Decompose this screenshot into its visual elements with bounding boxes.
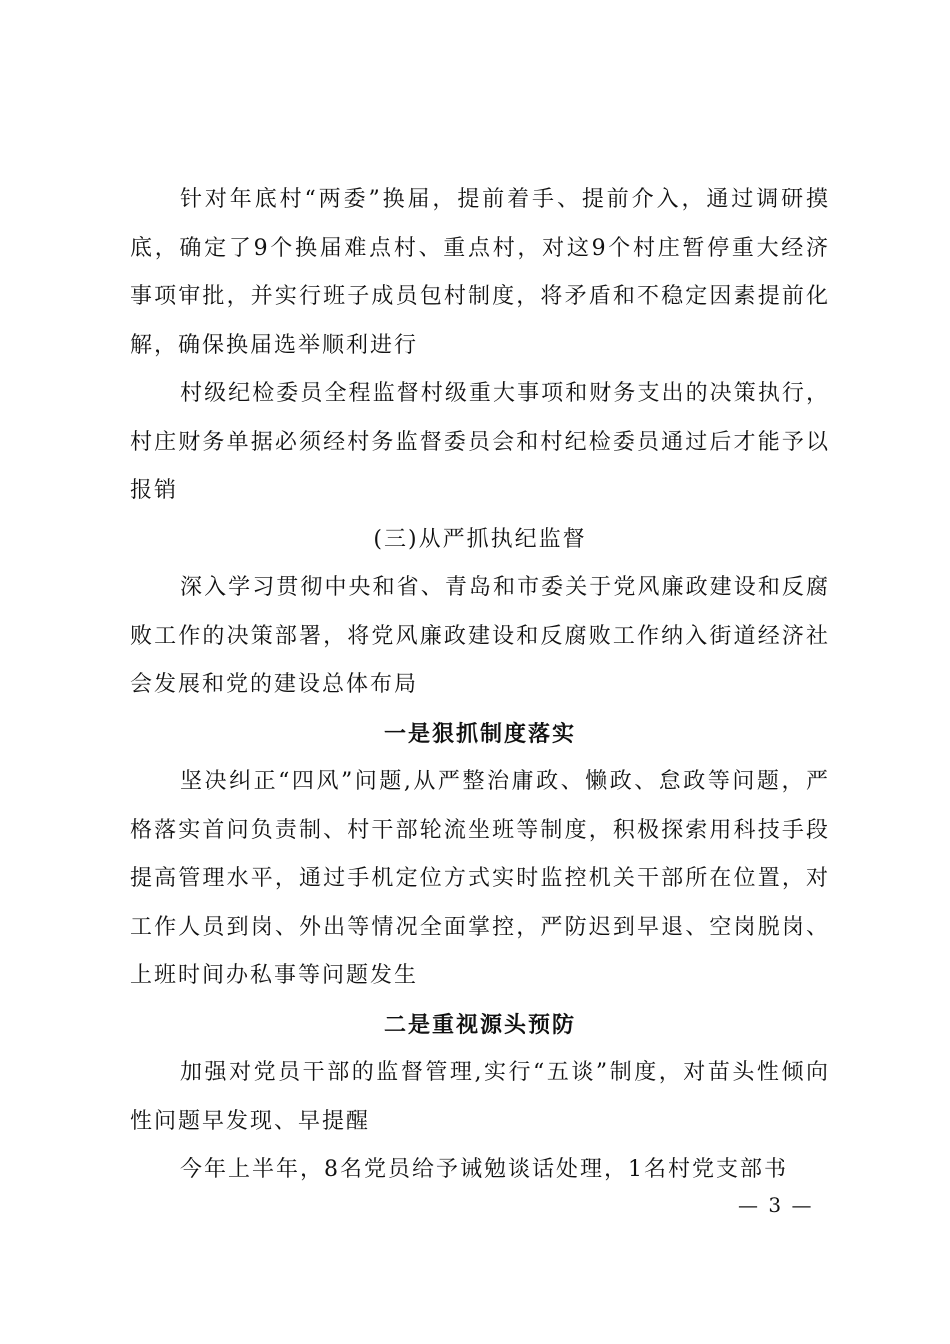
page-number: — 3 —: [738, 1193, 814, 1217]
subsection-heading: 一是狠抓制度落实: [383, 720, 576, 747]
body-paragraph: 针对年底村“两委”换届，提前着手、提前介入，通过调研摸底，确定了9个换届难点村、重点村，对这9个村庄暂停重大经济事项审批，并实行班子成员包村制度，将矛盾和不稳定因素提前化解，确保换届选举顺利进行: [130, 187, 830, 358]
body-paragraph: 村级纪检委员全程监督村级重大事项和财务支出的决策执行，村庄财务单据必须经村务监督委员会和村纪检委员通过后才能予以报销: [130, 381, 830, 503]
body-paragraph: 加强对党员干部的监督管理,实行“五谈”制度，对苗头性倾向性问题早发现、早提醒: [130, 1060, 830, 1134]
section-heading: (三)从严抓执纪监督: [373, 526, 587, 552]
body-paragraph: 深入学习贯彻中央和省、青岛和市委关于党风廉政建设和反腐败工作的决策部署，将党风廉政建设和反腐败工作纳入街道经济社会发展和党的建设总体布局: [130, 575, 830, 697]
document-body: [130, 176, 830, 1195]
subsection-heading: 二是重视源头预防: [383, 1011, 576, 1038]
body-paragraph: 今年上半年，8名党员给予诫勉谈话处理，1名村党支部书: [180, 1157, 788, 1182]
body-paragraph: 坚决纠正“四风”问题,从严整治庸政、懒政、怠政等问题，严格落实首问负责制、村干部轮流坐班等制度，积极探索用科技手段提高管理水平，通过手机定位方式实时监控机关干部所在位置，对工作人员到岗、外出等情况全面掌控，严防迟到早退、空岗脱岗、上班时间办私事等问题发生: [130, 769, 830, 988]
